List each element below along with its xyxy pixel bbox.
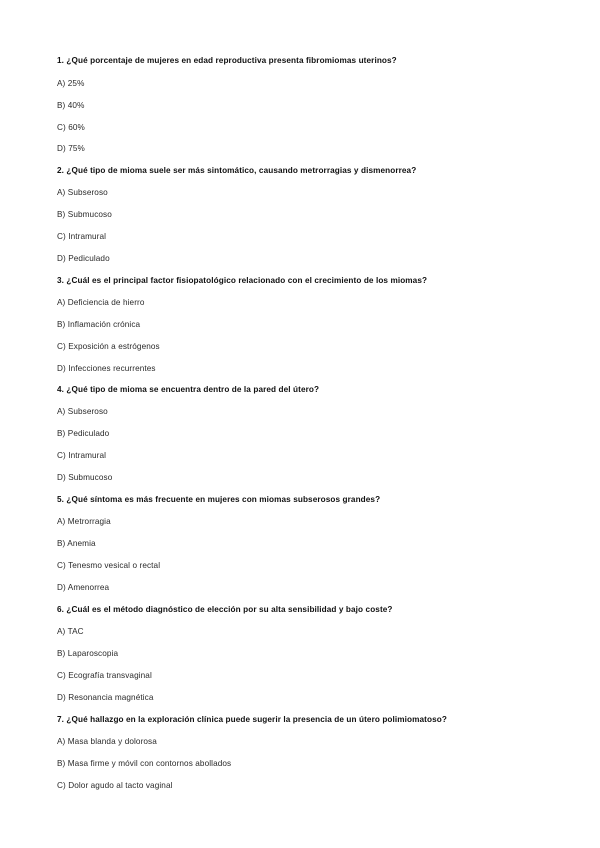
question-4-option-b: B) Pediculado <box>57 429 110 438</box>
question-4: 4. ¿Qué tipo de mioma se encuentra dentro de la pared del útero? <box>57 385 320 394</box>
question-7-option-a: A) Masa blanda y dolorosa <box>57 737 157 746</box>
question-4-option-c: C) Intramural <box>57 451 107 460</box>
question-1-option-d: D) 75% <box>57 144 85 153</box>
question-3-option-a: A) Deficiencia de hierro <box>57 298 145 307</box>
question-5-option-c: C) Tenesmo vesical o rectal <box>57 561 161 570</box>
question-7-option-b: B) Masa firme y móvil con contornos abollados <box>57 759 232 768</box>
question-7-option-c: C) Dolor agudo al tacto vaginal <box>57 781 173 790</box>
question-4-option-a: A) Subseroso <box>57 407 108 416</box>
question-3-option-d: D) Infecciones recurrentes <box>57 364 156 373</box>
question-3: 3. ¿Cuál es el principal factor fisiopatológico relacionado con el crecimiento de los miomas? <box>57 276 428 285</box>
question-6-option-d: D) Resonancia magnética <box>57 693 154 702</box>
question-4-option-d: D) Submucoso <box>57 473 113 482</box>
question-1-option-a: A) 25% <box>57 79 85 88</box>
question-3-option-b: B) Inflamación crónica <box>57 320 141 329</box>
question-1-option-b: B) 40% <box>57 101 85 110</box>
question-2-option-b: B) Submucoso <box>57 210 112 219</box>
question-5: 5. ¿Qué síntoma es más frecuente en mujeres con miomas subserosos grandes? <box>57 495 381 504</box>
question-2-option-c: C) Intramural <box>57 232 107 241</box>
question-2-option-d: D) Pediculado <box>57 254 110 263</box>
question-2-option-a: A) Subseroso <box>57 188 108 197</box>
question-6-option-a: A) TAC <box>57 627 84 636</box>
question-1-option-c: C) 60% <box>57 123 85 132</box>
question-3-option-c: C) Exposición a estrógenos <box>57 342 160 351</box>
question-5-option-d: D) Amenorrea <box>57 583 110 592</box>
question-6-option-b: B) Laparoscopia <box>57 649 119 658</box>
question-2: 2. ¿Qué tipo de mioma suele ser más sintomático, causando metrorragias y dismenorrea? <box>57 166 417 175</box>
question-5-option-a: A) Metrorragia <box>57 517 111 526</box>
question-6-option-c: C) Ecografía transvaginal <box>57 671 152 680</box>
question-7: 7. ¿Qué hallazgo en la exploración clínica puede sugerir la presencia de un útero polimiomatoso? <box>57 715 447 724</box>
question-5-option-b: B) Anemia <box>57 539 96 548</box>
question-1: 1. ¿Qué porcentaje de mujeres en edad reproductiva presenta fibromiomas uterinos? <box>57 56 397 65</box>
question-6: 6. ¿Cuál es el método diagnóstico de elección por su alta sensibilidad y bajo coste? <box>57 605 393 614</box>
